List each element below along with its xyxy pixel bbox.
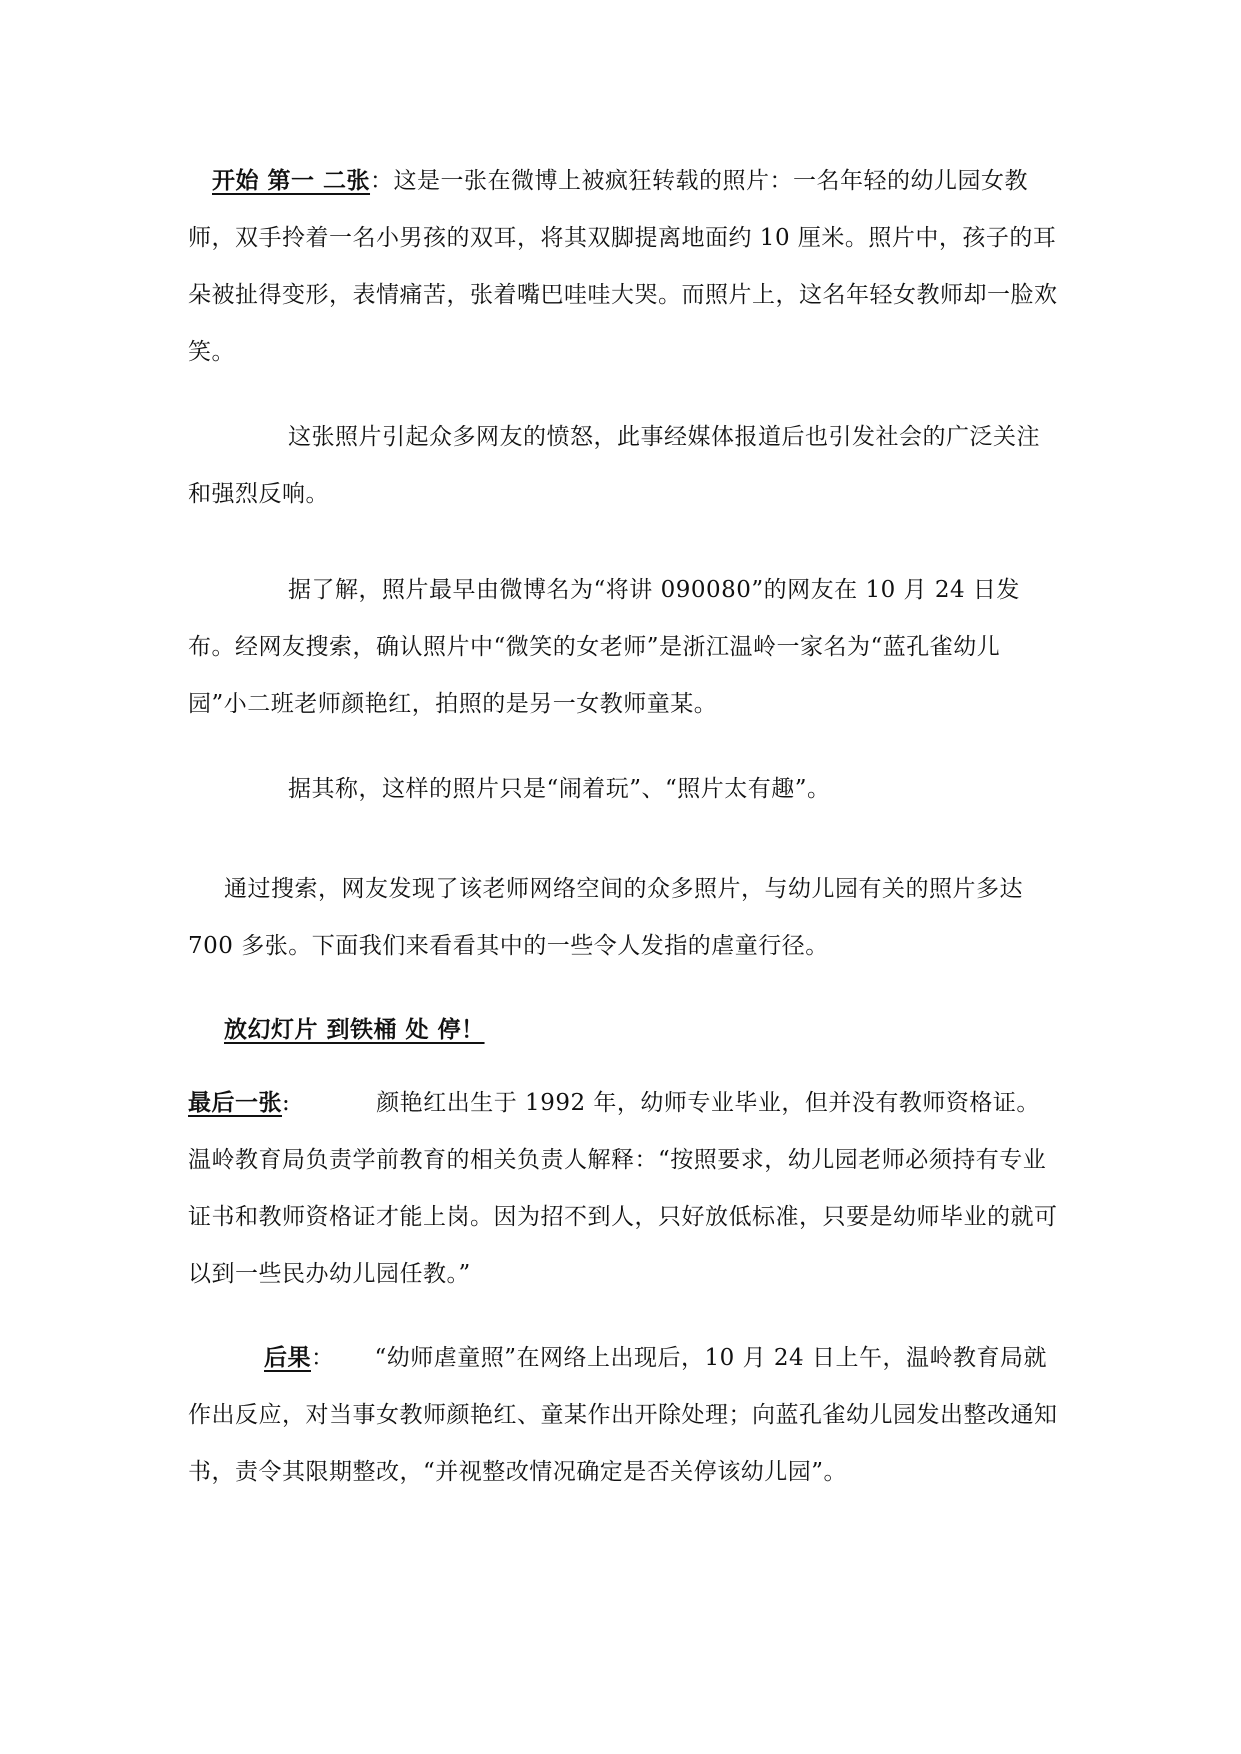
paragraph-body: “幼师虐童照”在网络上出现后，10 月 24 日上午，温岭教育局就作出反应，对当事女教师颜艳红、童某作出开除处理；向蓝孔雀幼儿园发出整改通知书，责令其限期整改，“并视整改情况确定是否关停该幼儿园”。 (188, 1345, 1058, 1485)
paragraph-body: 这是一张在微博上被疯狂转载的照片：一名年轻的幼儿园女教师，双手拎着一名小男孩的双耳，将其双脚提离地面约 10 厘米。照片中，孩子的耳朵被扯得变形，表情痛苦，张着嘴巴哇哇大哭。而照片上，这名年轻女教师却一脸欢笑。 (188, 168, 1058, 365)
paragraph-body: 据其称，这样的照片只是“闹着玩”、“照片太有趣”。 (288, 776, 831, 802)
paragraph-last-photo (188, 1074, 1058, 1303)
paragraph-photo-search (188, 861, 1058, 975)
lead-colon: : (282, 1090, 291, 1116)
paragraph-consequence (188, 1329, 1058, 1501)
lead-colon: ： (311, 1345, 335, 1371)
paragraph-teacher-claim (188, 761, 1058, 818)
lead-colon: ： (370, 168, 394, 194)
paragraph-slideshow-note (224, 1001, 524, 1059)
heading-slideshow-instruction: 放幻灯片 到铁桶 处 停！ (224, 1016, 485, 1043)
paragraph-body: 据了解，照片最早由微博名为“将讲 090080”的网友在 10 月 24 日发布。经网友搜索，确认照片中“微笑的女老师”是浙江温岭一家名为“蓝孔雀幼儿园”小二班老师颜艳红，拍照的是另一女教师童某。 (188, 577, 1020, 717)
paragraph-public-anger (188, 409, 1058, 523)
heading-consequence: 后果 (264, 1344, 311, 1371)
paragraph-first-photo (188, 152, 1058, 381)
paragraph-body: 这张照片引起众多网友的愤怒，此事经媒体报道后也引发社会的广泛关注和强烈反响。 (188, 424, 1040, 507)
paragraph-photo-origin (188, 562, 1058, 733)
heading-first-second-photo: 开始 第一 二张 (212, 167, 371, 194)
paragraph-body: 颜艳红出生于 1992 年，幼师专业毕业，但并没有教师资格证。温岭教育局负责学前教育的相关负责人解释：“按照要求，幼儿园老师必须持有专业证书和教师资格证才能上岗。因为招不到人，只好放低标准，只要是幼师毕业的就可以到一些民办幼儿园任教。” (188, 1090, 1058, 1287)
heading-last-photo: 最后一张 (188, 1089, 282, 1116)
paragraph-body: 通过搜索，网友发现了该老师网络空间的众多照片，与幼儿园有关的照片多达 700 多张。下面我们来看看其中的一些令人发指的虐童行径。 (188, 876, 1023, 959)
